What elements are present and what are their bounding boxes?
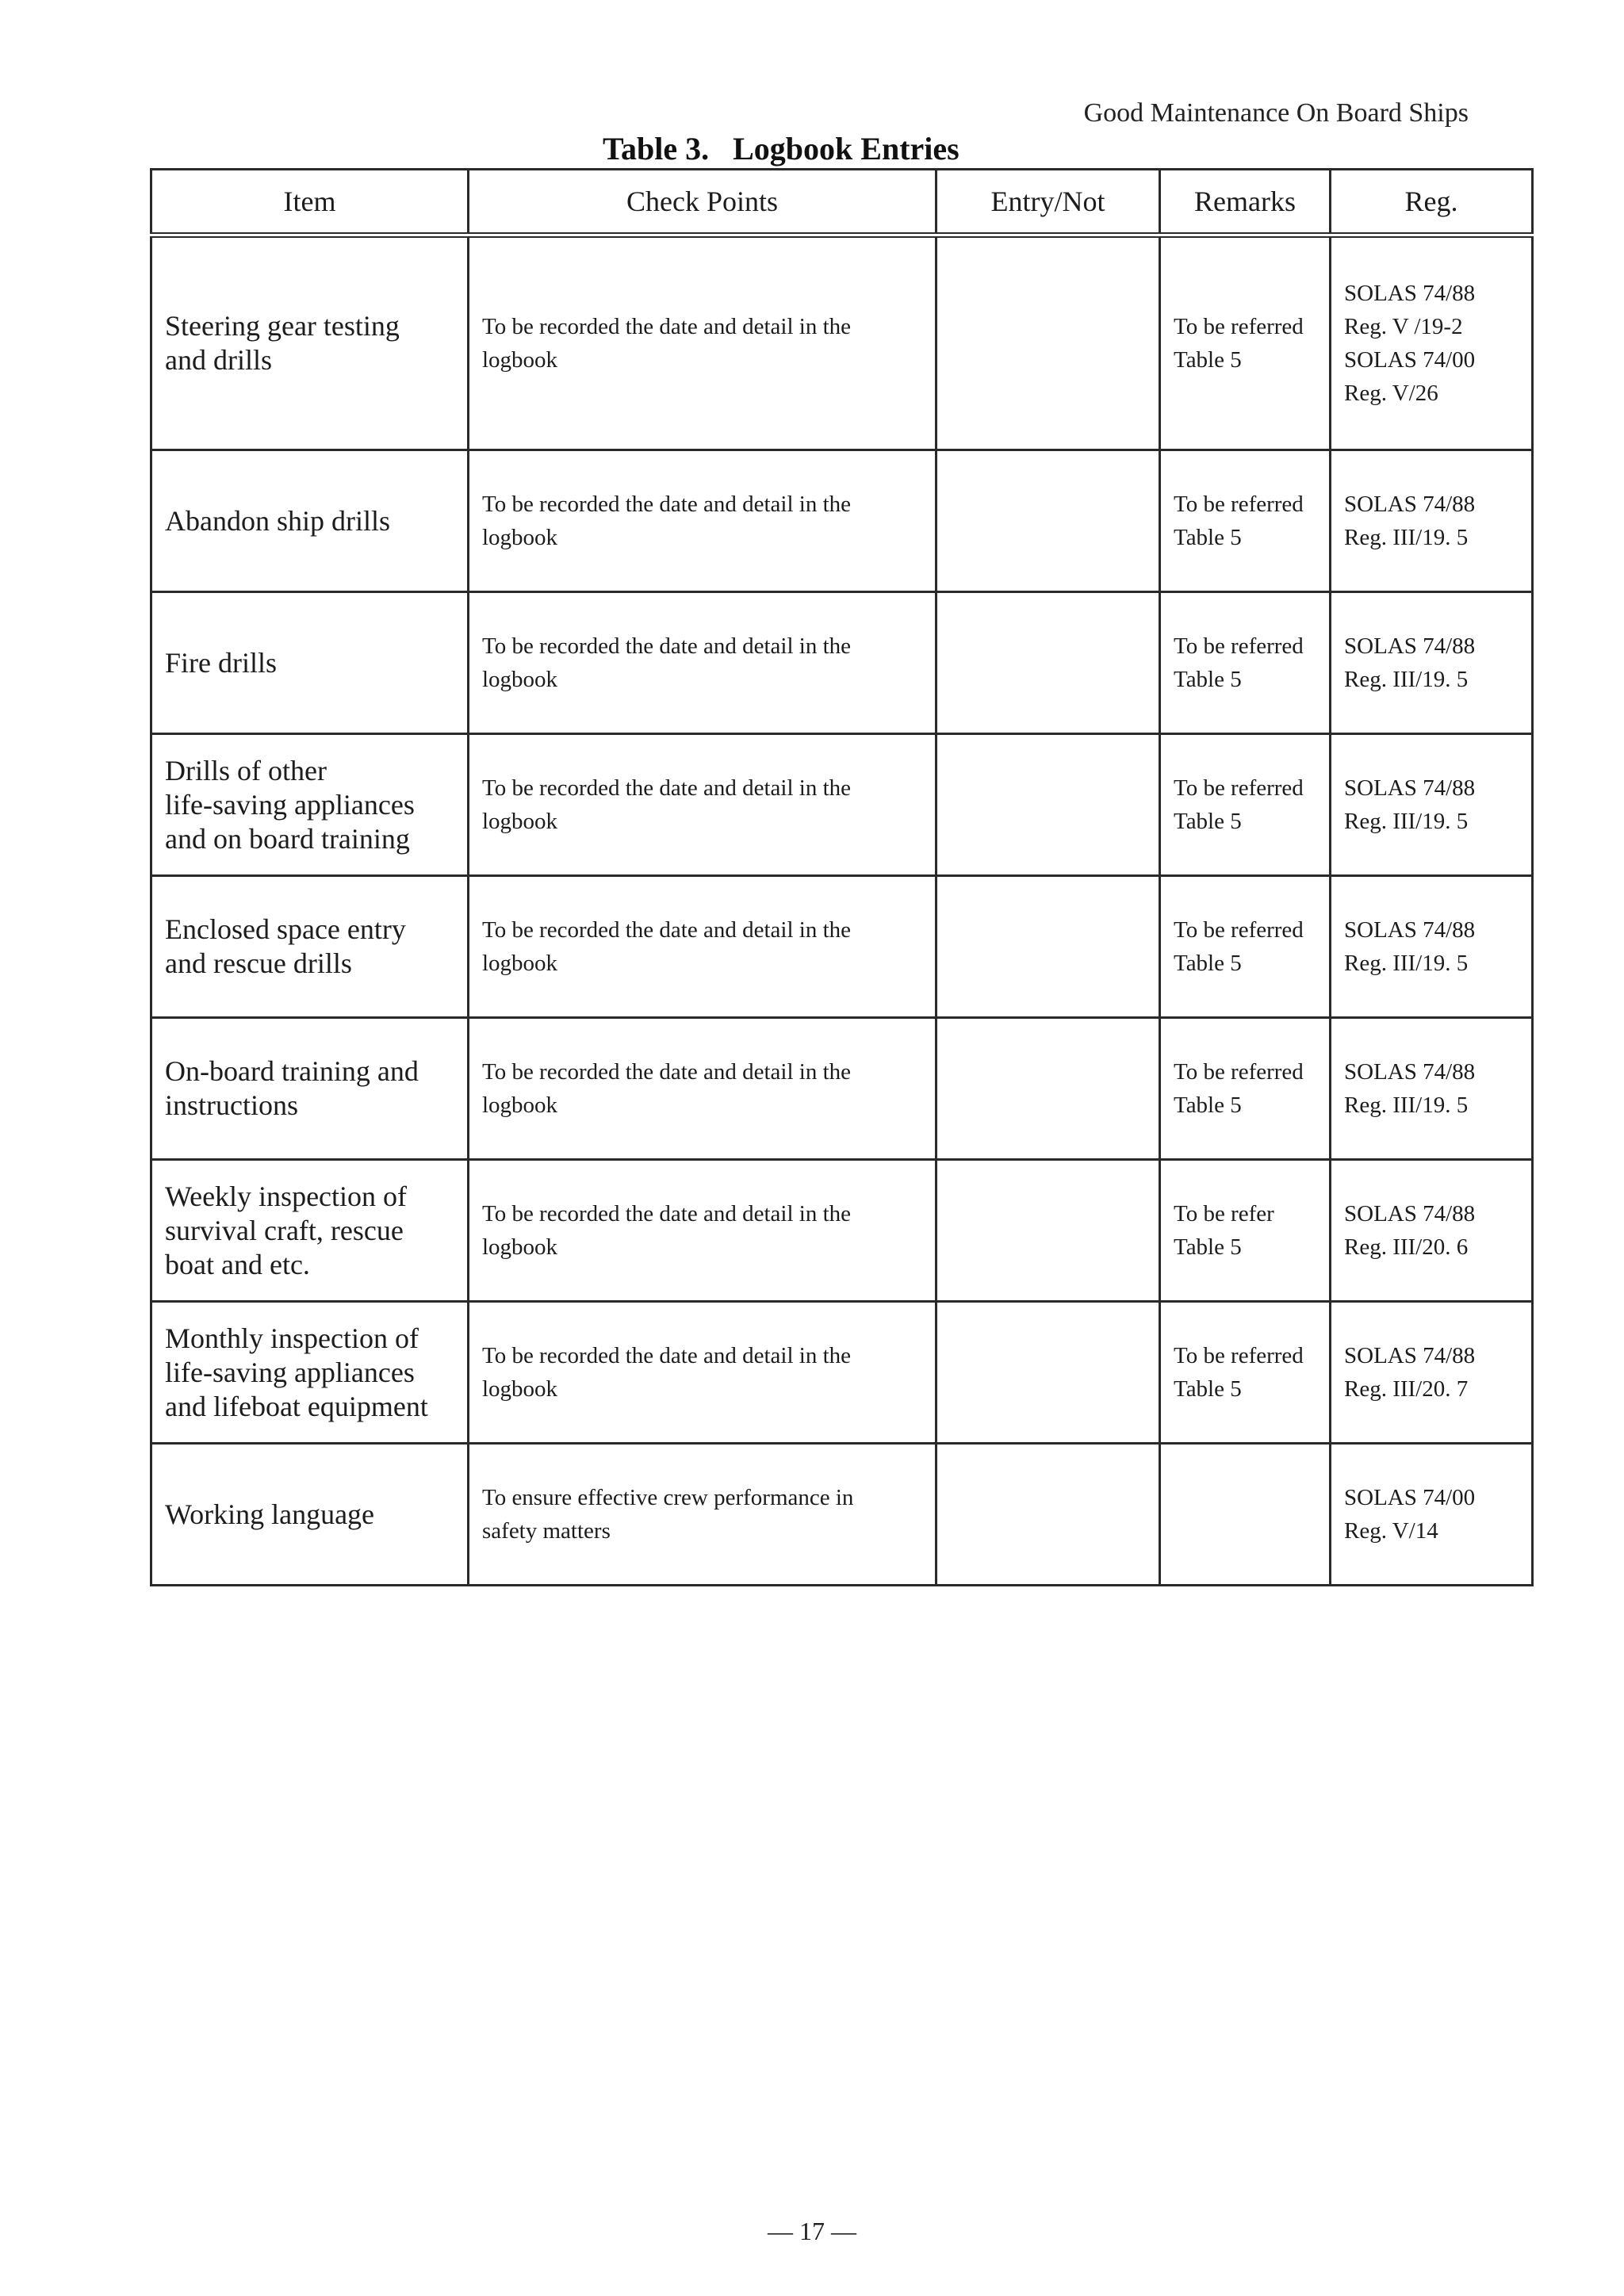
remarks-text-line: To be refer (1174, 1201, 1274, 1226)
reg-cell (1331, 734, 1533, 876)
check-points-cell (469, 876, 936, 1018)
check-points-cell (469, 1018, 936, 1160)
item-text-line: life-saving appliances (165, 1356, 415, 1388)
remarks-text-line: Table 5 (1174, 525, 1242, 550)
entry-not-cell (936, 592, 1160, 734)
item-cell (151, 876, 469, 1018)
check-points-text-line: logbook (482, 951, 558, 976)
item-cell (151, 1018, 469, 1160)
item-text-line: Monthly inspection of (165, 1322, 419, 1354)
item-cell (151, 450, 469, 592)
item-text-line: and on board training (165, 822, 410, 855)
column-header-reg: Reg. (1331, 170, 1533, 235)
table-row (151, 734, 1533, 876)
page-number: — 17 — (768, 2217, 856, 2245)
check-points-text-line: logbook (482, 1093, 558, 1118)
check-points-text-line: To ensure effective crew performance in (482, 1485, 854, 1510)
reg-text-line: Reg. III/20. 7 (1344, 1376, 1469, 1402)
reg-text-line: SOLAS 74/88 (1344, 281, 1476, 306)
reg-text-line: SOLAS 74/88 (1344, 633, 1476, 659)
remarks-cell (1160, 1302, 1331, 1444)
item-text-line: Drills of other (165, 754, 327, 786)
remarks-cell (1160, 450, 1331, 592)
remarks-text-line: To be referred (1174, 633, 1304, 659)
remarks-text-line: Table 5 (1174, 809, 1242, 834)
check-points-text-line: To be recorded the date and detail in the (482, 1343, 851, 1368)
reg-cell (1331, 450, 1533, 592)
check-points-text-line: logbook (482, 1376, 558, 1402)
check-points-cell (469, 235, 936, 450)
remarks-cell (1160, 1018, 1331, 1160)
remarks-cell (1160, 1160, 1331, 1302)
remarks-cell (1160, 1444, 1331, 1586)
remarks-text-line: Table 5 (1174, 1093, 1242, 1118)
item-text-line: Abandon ship drills (165, 504, 390, 537)
item-cell (151, 1444, 469, 1586)
check-points-text-line: To be recorded the date and detail in the (482, 633, 851, 659)
entry-not-cell (936, 235, 1160, 450)
reg-text-line: Reg. V/26 (1344, 381, 1438, 406)
item-cell (151, 734, 469, 876)
reg-text-line: Reg. III/19. 5 (1344, 809, 1469, 834)
remarks-text-line: To be referred (1174, 775, 1304, 801)
remarks-cell (1160, 734, 1331, 876)
check-points-cell (469, 1444, 936, 1586)
reg-text-line: SOLAS 74/88 (1344, 1201, 1476, 1226)
item-text-line: Fire drills (165, 646, 277, 679)
table-row (151, 1444, 1533, 1586)
reg-text-line: Reg. III/19. 5 (1344, 951, 1469, 976)
column-header-entry-not: Entry/Not (936, 170, 1160, 235)
reg-text-line: Reg. III/19. 5 (1344, 667, 1469, 692)
item-text-line: On-board training and (165, 1055, 419, 1087)
remarks-text-line: To be referred (1174, 492, 1304, 517)
item-cell (151, 1160, 469, 1302)
entry-not-cell (936, 1444, 1160, 1586)
item-text-line: instructions (165, 1089, 298, 1121)
reg-cell (1331, 1018, 1533, 1160)
item-text-line: boat and etc. (165, 1248, 310, 1280)
remarks-cell (1160, 876, 1331, 1018)
entry-not-cell (936, 1160, 1160, 1302)
table-body (151, 235, 1533, 1586)
reg-text-line: Reg. V /19-2 (1344, 314, 1463, 339)
remarks-text-line: Table 5 (1174, 347, 1242, 373)
check-points-text-line: logbook (482, 809, 558, 834)
reg-text-line: SOLAS 74/00 (1344, 347, 1476, 373)
item-text-line: life-saving appliances (165, 788, 415, 821)
reg-cell (1331, 1302, 1533, 1444)
remarks-text-line: Table 5 (1174, 1234, 1242, 1260)
column-header-remarks: Remarks (1160, 170, 1331, 235)
item-text-line: and drills (165, 344, 272, 376)
item-text-line: Steering gear testing (165, 310, 400, 342)
item-text-line: Working language (165, 1498, 375, 1530)
running-header: Good Maintenance On Board Ships (1083, 98, 1469, 128)
check-points-text-line: To be recorded the date and detail in the (482, 1201, 851, 1226)
reg-text-line: SOLAS 74/88 (1344, 1059, 1476, 1085)
remarks-text-line: Table 5 (1174, 951, 1242, 976)
reg-text-line: SOLAS 74/88 (1344, 775, 1476, 801)
table-row (151, 592, 1533, 734)
table-row (151, 1018, 1533, 1160)
reg-text-line: SOLAS 74/88 (1344, 492, 1476, 517)
check-points-text-line: logbook (482, 525, 558, 550)
item-text-line: and lifeboat equipment (165, 1390, 428, 1422)
check-points-text-line: To be recorded the date and detail in the (482, 1059, 851, 1085)
table-header-row (151, 170, 1533, 235)
check-points-text-line: logbook (482, 667, 558, 692)
remarks-text-line: Table 5 (1174, 1376, 1242, 1402)
entry-not-cell (936, 1018, 1160, 1160)
item-text-line: Enclosed space entry (165, 913, 406, 945)
reg-cell (1331, 235, 1533, 450)
reg-text-line: Reg. III/19. 5 (1344, 525, 1469, 550)
check-points-text-line: To be recorded the date and detail in the (482, 492, 851, 517)
item-cell (151, 235, 469, 450)
item-text-line: survival craft, rescue (165, 1214, 404, 1246)
entry-not-cell (936, 450, 1160, 592)
remarks-text-line: To be referred (1174, 1343, 1304, 1368)
column-header-check-points: Check Points (469, 170, 936, 235)
check-points-cell (469, 1302, 936, 1444)
check-points-cell (469, 450, 936, 592)
logbook-entries-table (150, 168, 1534, 1586)
item-cell (151, 1302, 469, 1444)
table-title: Table 3. Logbook Entries (603, 131, 959, 166)
reg-cell (1331, 876, 1533, 1018)
table-row (151, 235, 1533, 450)
item-text-line: Weekly inspection of (165, 1180, 408, 1212)
remarks-cell (1160, 235, 1331, 450)
table-row (151, 450, 1533, 592)
reg-cell (1331, 1160, 1533, 1302)
check-points-text-line: logbook (482, 1234, 558, 1260)
remarks-text-line: To be referred (1174, 1059, 1304, 1085)
check-points-text-line: To be recorded the date and detail in the (482, 314, 851, 339)
remarks-text-line: To be referred (1174, 314, 1304, 339)
check-points-text-line: safety matters (482, 1518, 611, 1544)
table-row (151, 1160, 1533, 1302)
table-row (151, 876, 1533, 1018)
remarks-text-line: To be referred (1174, 917, 1304, 943)
entry-not-cell (936, 1302, 1160, 1444)
reg-text-line: Reg. III/20. 6 (1344, 1234, 1469, 1260)
remarks-text-line: Table 5 (1174, 667, 1242, 692)
reg-text-line: SOLAS 74/00 (1344, 1485, 1476, 1510)
reg-text-line: Reg. III/19. 5 (1344, 1093, 1469, 1118)
entry-not-cell (936, 876, 1160, 1018)
table-row (151, 1302, 1533, 1444)
check-points-text-line: To be recorded the date and detail in the (482, 775, 851, 801)
reg-text-line: SOLAS 74/88 (1344, 917, 1476, 943)
check-points-cell (469, 734, 936, 876)
check-points-cell (469, 592, 936, 734)
check-points-text-line: To be recorded the date and detail in the (482, 917, 851, 943)
entry-not-cell (936, 734, 1160, 876)
reg-cell (1331, 592, 1533, 734)
reg-text-line: SOLAS 74/88 (1344, 1343, 1476, 1368)
check-points-text-line: logbook (482, 347, 558, 373)
check-points-cell (469, 1160, 936, 1302)
item-cell (151, 592, 469, 734)
column-header-item: Item (151, 170, 469, 235)
reg-text-line: Reg. V/14 (1344, 1518, 1438, 1544)
item-text-line: and rescue drills (165, 947, 352, 979)
remarks-cell (1160, 592, 1331, 734)
reg-cell (1331, 1444, 1533, 1586)
